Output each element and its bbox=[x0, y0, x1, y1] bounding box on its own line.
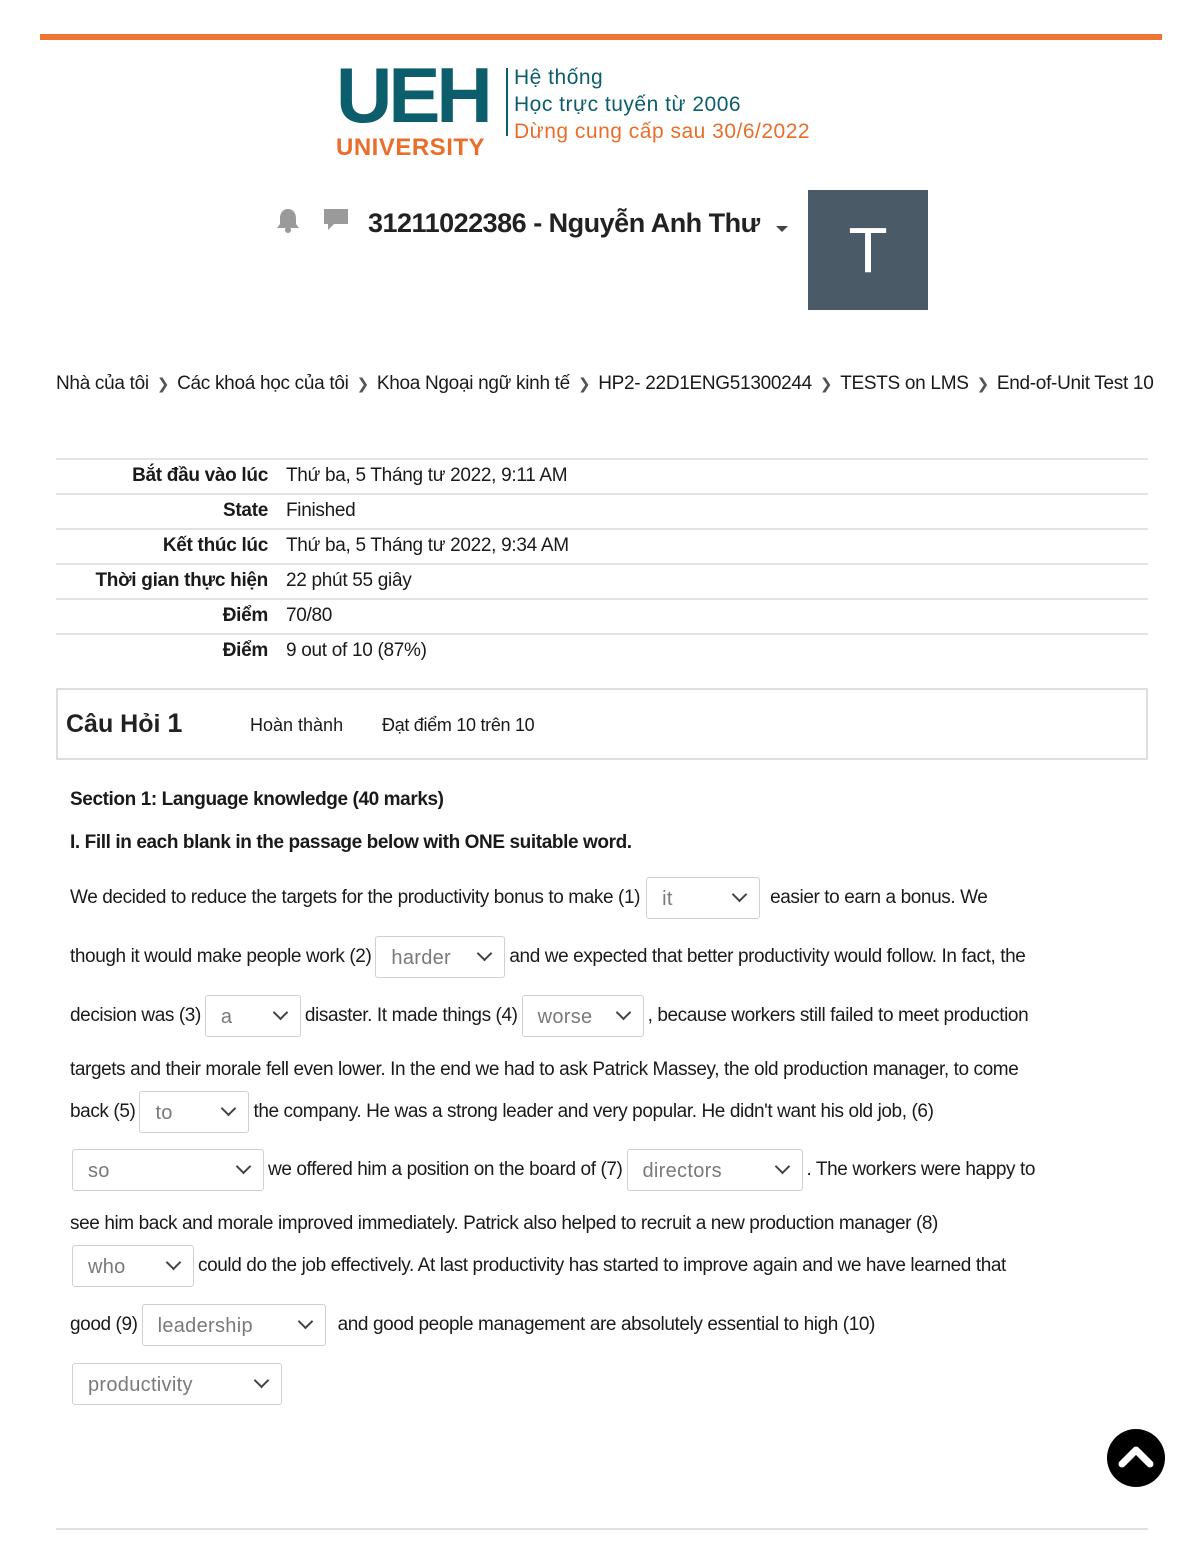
chevron-down-icon bbox=[221, 1101, 237, 1117]
breadcrumb-item-quiz[interactable]: End-of-Unit Test 10 bbox=[996, 373, 1154, 394]
caret-down-icon[interactable] bbox=[776, 226, 788, 232]
summary-label: Điểm bbox=[222, 605, 268, 626]
attempt-summary-table bbox=[56, 458, 1148, 668]
chevron-down-icon bbox=[732, 887, 748, 903]
summary-value: 70/80 bbox=[286, 605, 333, 626]
answer-value: leadership bbox=[157, 1315, 253, 1337]
passage-text: good (9) bbox=[70, 1314, 138, 1335]
table-row bbox=[56, 599, 1148, 634]
passage-line bbox=[70, 994, 1028, 1038]
question-number bbox=[66, 708, 182, 739]
chevron-down-icon bbox=[236, 1159, 252, 1175]
chevron-down-icon bbox=[297, 1314, 313, 1330]
passage-text: targets and their morale fell even lower. In the end we had to ask Patrick Massey, the old production manager, to come bbox=[70, 1059, 1019, 1080]
chevron-right-icon: ❯ bbox=[976, 376, 989, 393]
summary-label: Kết thúc lúc bbox=[162, 535, 268, 556]
answer-value: to bbox=[155, 1102, 173, 1124]
answer-value: a bbox=[220, 1006, 233, 1028]
summary-label: Thời gian thực hiện bbox=[95, 570, 268, 591]
logo-line-2: Học trực tuyến từ 2006 bbox=[514, 93, 742, 116]
passage-line bbox=[70, 935, 1025, 979]
passage-line bbox=[70, 1148, 1035, 1192]
site-logo[interactable] bbox=[336, 51, 876, 166]
answer-select-6[interactable] bbox=[72, 1149, 264, 1191]
answer-select-8[interactable] bbox=[72, 1245, 194, 1287]
answer-value: productivity bbox=[88, 1374, 193, 1396]
chevron-down-icon bbox=[615, 1005, 631, 1021]
answer-select-7[interactable] bbox=[627, 1149, 803, 1191]
answer-value: who bbox=[88, 1256, 126, 1278]
passage-text: , because workers still failed to meet production bbox=[647, 1005, 1029, 1026]
answer-select-3[interactable] bbox=[205, 995, 301, 1037]
chevron-right-icon: ❯ bbox=[577, 376, 591, 393]
chevron-down-icon bbox=[166, 1255, 182, 1271]
answer-select-1[interactable] bbox=[646, 877, 760, 919]
answer-value: directors bbox=[642, 1160, 722, 1182]
answer-select-5[interactable] bbox=[139, 1091, 249, 1133]
divider bbox=[56, 1528, 1148, 1530]
passage-text: back (5) bbox=[70, 1101, 136, 1122]
breadcrumb-item-home[interactable]: Nhà của tôi bbox=[56, 373, 149, 394]
answer-select-9[interactable] bbox=[142, 1304, 326, 1346]
scroll-to-top-button[interactable] bbox=[1107, 1429, 1165, 1487]
user-menu bbox=[270, 190, 930, 310]
passage-text: we offered him a position on the board of (7) bbox=[268, 1159, 623, 1180]
top-accent-bar bbox=[40, 34, 1162, 40]
chevron-right-icon: ❯ bbox=[356, 376, 369, 393]
summary-label: State bbox=[223, 500, 268, 521]
table-row bbox=[56, 564, 1148, 599]
question-number-value: 1 bbox=[167, 708, 183, 738]
passage-line bbox=[70, 876, 987, 920]
logo-subtitle: UNIVERSITY bbox=[336, 134, 486, 161]
chat-icon[interactable] bbox=[322, 206, 350, 234]
answer-value: so bbox=[88, 1160, 110, 1182]
table-row bbox=[56, 459, 1148, 494]
passage-text: decision was (3) bbox=[70, 1005, 201, 1026]
passage-line bbox=[70, 1244, 1006, 1288]
logo-line-3: Dừng cung cấp sau 30/6/2022 bbox=[514, 120, 811, 143]
breadcrumb-item-faculty[interactable]: Khoa Ngoại ngữ kinh tế bbox=[376, 373, 570, 394]
logo-divider bbox=[506, 68, 508, 136]
passage-text: see him back and morale improved immediately. Patrick also helped to recruit a new production manager (8) bbox=[70, 1213, 938, 1234]
table-row bbox=[56, 529, 1148, 564]
passage-text: easier to earn a bonus. We bbox=[770, 887, 988, 908]
question-info-box bbox=[56, 688, 1148, 760]
passage-text: We decided to reduce the targets for the productivity bonus to make (1) bbox=[70, 887, 641, 908]
answer-value: worse bbox=[537, 1006, 593, 1028]
table-row bbox=[56, 634, 1148, 668]
question-label: Câu Hỏi bbox=[66, 710, 161, 738]
logo-line-1: Hệ thống bbox=[514, 66, 604, 89]
summary-value: Thứ ba, 5 Tháng tư 2022, 9:34 AM bbox=[286, 535, 569, 556]
passage-text: could do the job effectively. At last productivity has started to improve again and we have learned that bbox=[198, 1255, 1006, 1276]
passage-text: . The workers were happy to bbox=[806, 1159, 1036, 1180]
chevron-down-icon bbox=[477, 946, 493, 962]
breadcrumb-item-courses[interactable]: Các khoá học của tôi bbox=[177, 373, 349, 394]
chevron-down-icon bbox=[774, 1159, 790, 1175]
chevron-down-icon bbox=[254, 1373, 270, 1389]
avatar[interactable]: T bbox=[808, 190, 928, 310]
passage-text: and we expected that better productivity would follow. In fact, the bbox=[509, 946, 1026, 967]
answer-select-2[interactable] bbox=[375, 936, 505, 978]
passage-line bbox=[70, 1090, 934, 1134]
instruction-text: I. Fill in each blank in the passage below with ONE suitable word. bbox=[70, 832, 632, 853]
summary-label: Bắt đầu vào lúc bbox=[132, 465, 268, 486]
summary-label: Điểm bbox=[222, 640, 268, 661]
breadcrumb-item-section[interactable]: TESTS on LMS bbox=[840, 373, 969, 394]
passage-text: disaster. It made things (4) bbox=[304, 1005, 518, 1026]
logo-tagline bbox=[514, 64, 810, 145]
chevron-down-icon bbox=[273, 1005, 289, 1021]
breadcrumb-item-course[interactable]: HP2- 22D1ENG51300244 bbox=[598, 373, 812, 394]
chevron-up-icon bbox=[1116, 1437, 1156, 1477]
chevron-right-icon: ❯ bbox=[156, 376, 170, 393]
passage-line bbox=[70, 1202, 938, 1246]
question-grade: Đạt điểm 10 trên 10 bbox=[382, 715, 535, 735]
logo-brand: UEH bbox=[336, 51, 489, 139]
summary-value: 9 out of 10 (87%) bbox=[286, 640, 427, 661]
answer-select-4[interactable] bbox=[522, 995, 644, 1037]
question-state: Hoàn thành bbox=[250, 715, 344, 735]
user-name[interactable]: 31211022386 - Nguyễn Anh Thư bbox=[368, 208, 760, 238]
answer-select-10[interactable] bbox=[72, 1363, 282, 1405]
passage-text: though it would make people work (2) bbox=[70, 946, 372, 967]
passage-line bbox=[70, 1048, 1018, 1092]
answer-value: it bbox=[662, 888, 673, 910]
answer-value: harder bbox=[391, 947, 452, 969]
table-row bbox=[56, 494, 1148, 529]
question-content bbox=[70, 780, 1140, 1396]
summary-value: Finished bbox=[286, 500, 356, 521]
summary-value: 22 phút 55 giây bbox=[286, 570, 412, 591]
passage-text: and good people management are absolutely essential to high (10) bbox=[337, 1314, 875, 1335]
bell-icon[interactable] bbox=[274, 206, 302, 234]
chevron-right-icon: ❯ bbox=[819, 376, 833, 393]
summary-value: Thứ ba, 5 Tháng tư 2022, 9:11 AM bbox=[286, 465, 568, 486]
passage-line bbox=[70, 1303, 875, 1347]
section-heading: Section 1: Language knowledge (40 marks) bbox=[70, 789, 444, 810]
passage-line bbox=[70, 1362, 286, 1406]
passage-text: the company. He was a strong leader and very popular. He didn't want his old job, (6) bbox=[253, 1101, 934, 1122]
breadcrumb bbox=[56, 366, 1156, 403]
